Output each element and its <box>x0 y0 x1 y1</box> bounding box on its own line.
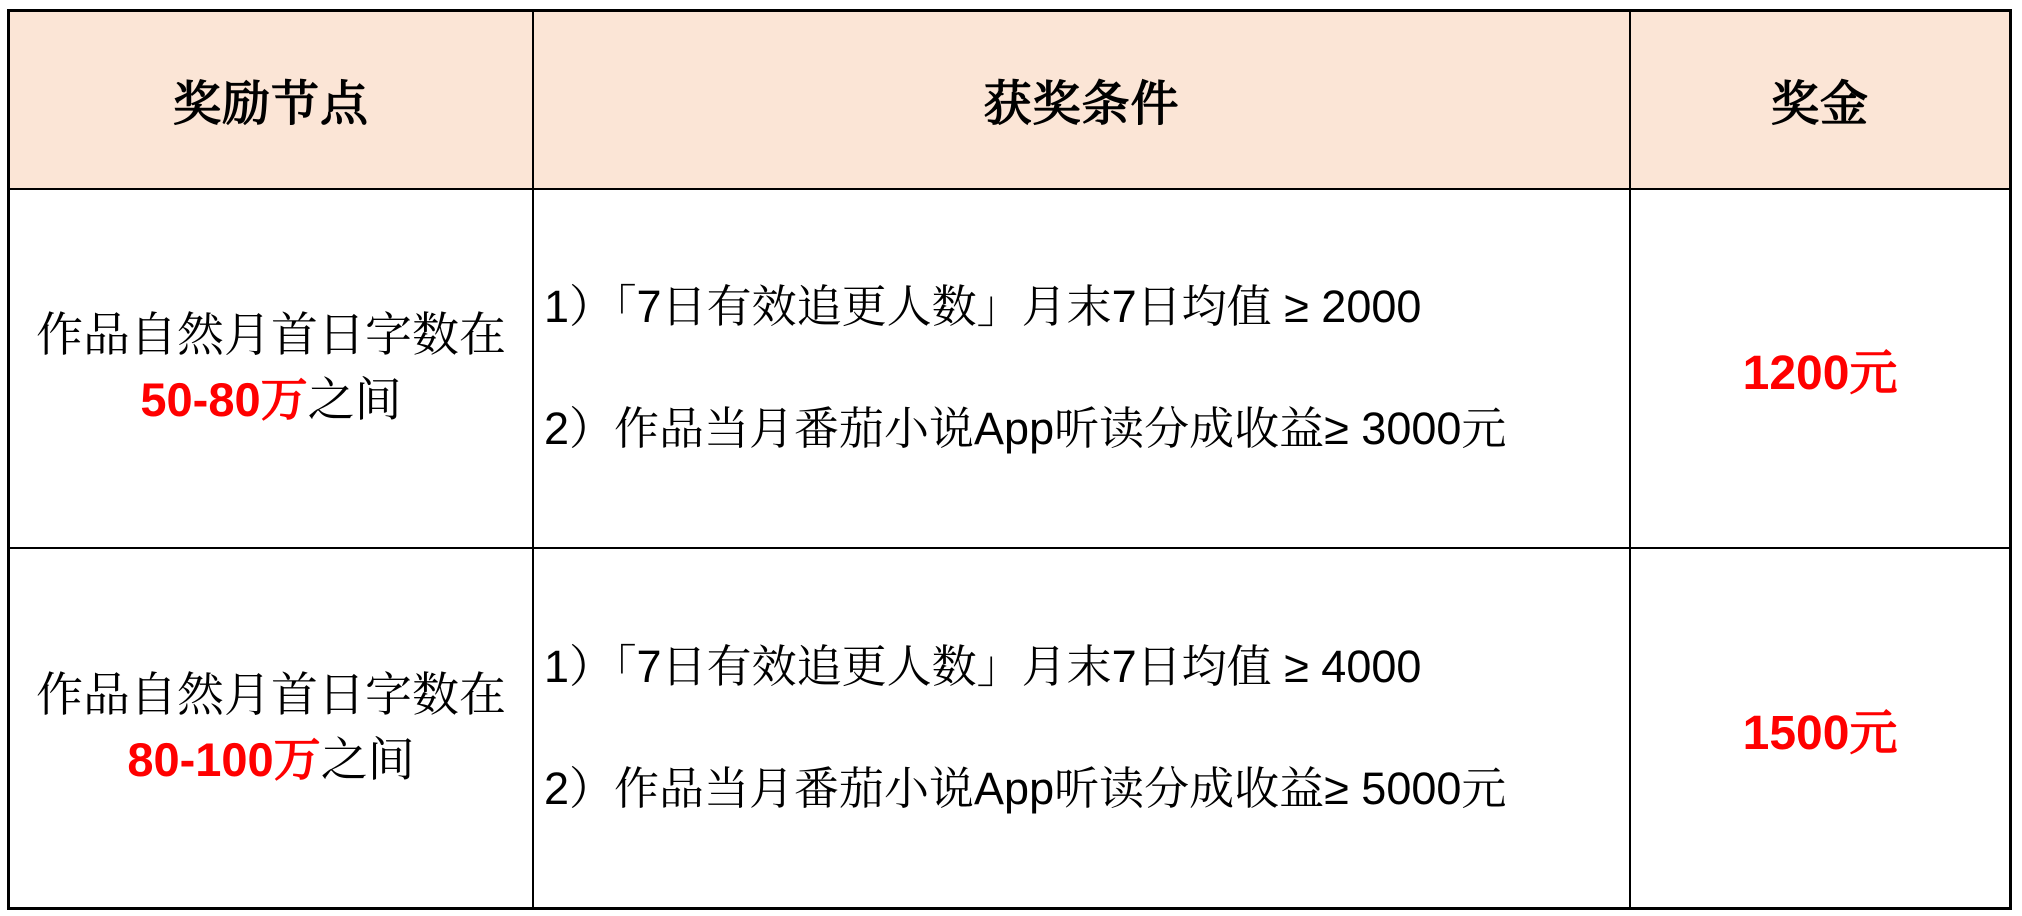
condition-line-2: 2）作品当月番茄小说App听读分成收益≥ 5000元 <box>544 763 1507 814</box>
condition-line-1: 1）「7日有效追更人数」月末7日均值 ≥ 4000 <box>544 641 1422 693</box>
table-body <box>9 189 2011 909</box>
node-text-suffix: 之间 <box>320 733 415 786</box>
reward-table <box>7 9 2012 910</box>
table-header <box>9 11 2011 189</box>
conditions-cell <box>533 548 1630 908</box>
node-text-prefix: 作品自然月首日字数在 <box>36 668 506 722</box>
table-row <box>9 189 2011 549</box>
conditions-cell <box>533 189 1630 549</box>
condition-line-1: 1）「7日有效追更人数」月末7日均值 ≥ 2000 <box>544 281 1422 333</box>
node-text-prefix: 作品自然月首日字数在 <box>36 308 506 362</box>
node-text-highlight: 50-80万 <box>140 373 308 427</box>
header-award-conditions: 获奖条件 <box>533 11 1630 189</box>
node-text-suffix: 之间 <box>307 373 402 427</box>
header-row <box>9 11 2011 189</box>
prize-cell: 1200元 <box>1630 189 2010 549</box>
table-row <box>9 548 2011 908</box>
condition-line-2: 2）作品当月番茄小说App听读分成收益≥ 3000元 <box>544 403 1507 455</box>
reward-node-cell <box>9 189 534 549</box>
header-reward-node: 奖励节点 <box>9 11 534 189</box>
node-text-highlight: 80-100万 <box>127 733 321 786</box>
prize-cell: 1500元 <box>1630 548 2010 908</box>
reward-node-cell <box>9 548 534 908</box>
header-prize: 奖金 <box>1630 11 2010 189</box>
